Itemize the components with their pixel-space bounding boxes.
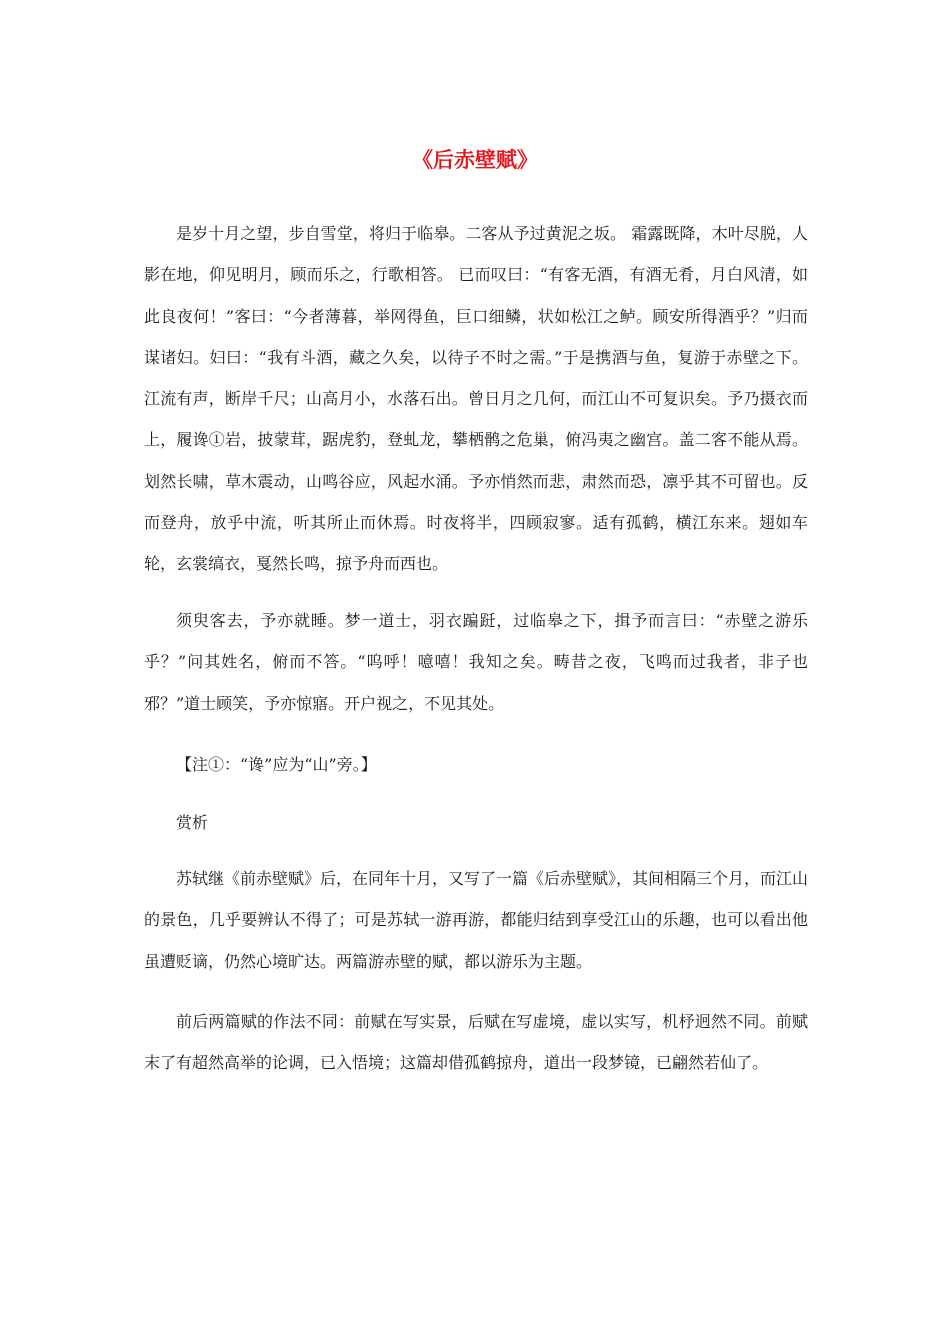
- document-title: 《后赤壁赋》: [412, 148, 538, 172]
- analysis-paragraph-1: 苏轼继《前赤壁赋》后，在同年十月，又写了一篇《后赤壁赋》，其间相隔三个月，而江山的景色，几乎要辨认不得了；可是苏轼一游再游，都能归结到享受江山的乐趣，也可以看出他虽遭贬谪，仍然心境旷达。两篇游赤壁的赋，都以游乐为主题。: [144, 869, 809, 971]
- footnote: 【注①：“谗”应为“山”旁。】: [176, 755, 377, 774]
- body-paragraph-1: 是岁十月之望，步自雪堂，将归于临皋。二客从予过黄泥之坂。 霜露既降，木叶尽脱，人影在地，仰见明月，顾而乐之，行歌相答。 已而叹曰：“有客无酒，有酒无肴，月白风清，如此良夜何！”客曰：“今者薄暮，举网得鱼，巨口细鳞，状如松江之鲈。顾安所得酒乎？”归而谋诸妇。妇曰：“我有斗酒，藏之久矣，以待子不时之需。”于是携酒与鱼，复游于赤壁之下。江流有声，断岸千尺；山高月小，水落石出。曾日月之几何，而江山不可复识矣。予乃摄衣而上，履谗①岩，披蒙茸，踞虎豹，登虬龙，攀栖鹘之危巢，俯冯夷之幽宫。盖二客不能从焉。划然长啸，草木震动，山鸣谷应，风起水涌。予亦悄然而悲，肃然而恐，凛乎其不可留也。反而登舟，放乎中流，听其所止而休焉。时夜将半，四顾寂寥。适有孤鹤，横江东来。翅如车轮，玄裳缟衣，戛然长鸣，掠予舟而西也。: [144, 224, 808, 574]
- analysis-paragraph-2: 前后两篇赋的作法不同：前赋在写实景，后赋在写虚境，虚以实写，机杼迥然不同。前赋末了有超然高举的论调，已入悟境；这篇却借孤鹤掠舟，道出一段梦镜，已翩然若仙了。: [144, 1012, 808, 1073]
- section-heading: 赏析: [176, 813, 209, 832]
- body-paragraph-2: 须臾客去，予亦就睡。梦一道士，羽衣蹁跹，过临皋之下，揖予而言曰：“赤壁之游乐乎？”问其姓名，俯而不答。“呜呼！噫嘻！我知之矣。畴昔之夜，飞鸣而过我者，非子也邪？”道士顾笑，予亦惊寤。开户视之，不见其处。: [144, 611, 808, 713]
